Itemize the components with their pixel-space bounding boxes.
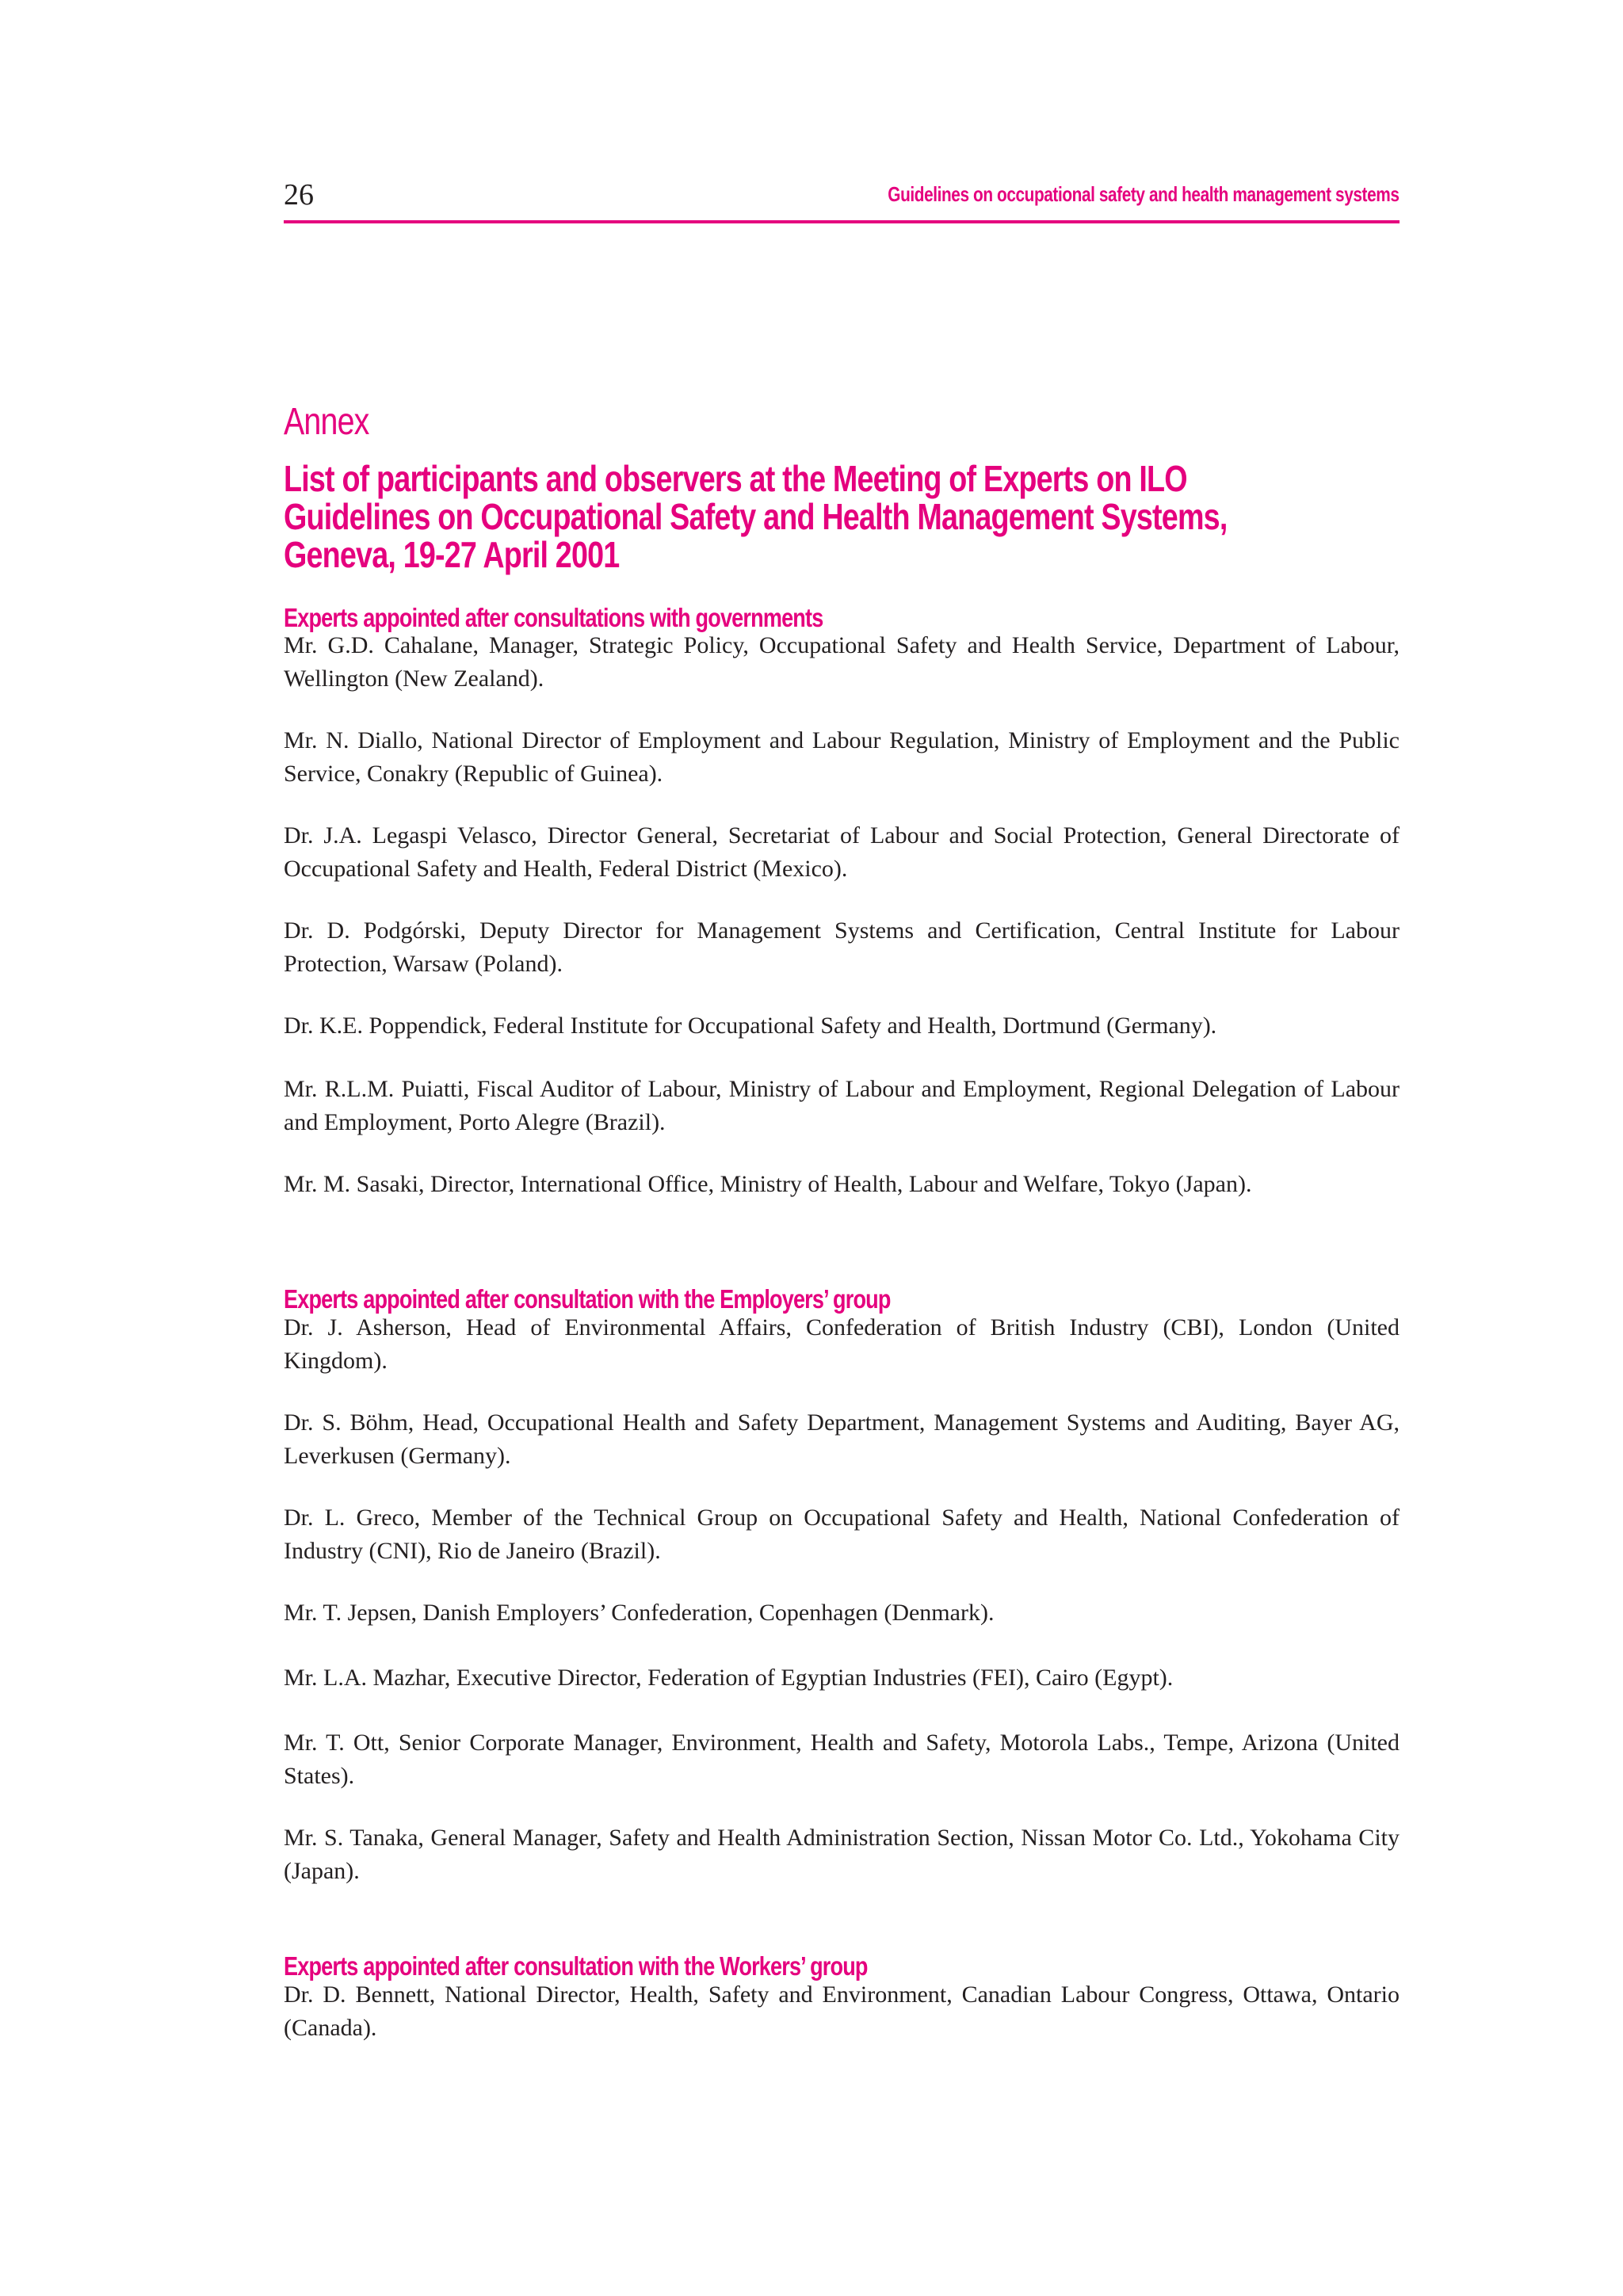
main-title-line: Geneva, 19-27 April 2001 (284, 534, 620, 575)
main-title-line: List of participants and observers at the Meeting of Experts on ILO (284, 458, 1187, 499)
participant-entry: Mr. G.D. Cahalane, Manager, Strategic Policy, Occupational Safety and Health Service, Department of Labour, Wellington (New Zealand). (284, 632, 1400, 692)
page-header (284, 173, 1400, 223)
section-heading-employers: Experts appointed after consultation with the Employers’ group (284, 1284, 891, 1314)
participant-entry: Mr. T. Jepsen, Danish Employers’ Confederation, Copenhagen (Denmark). (284, 1600, 995, 1626)
annex-title: Annex (284, 401, 369, 443)
participant-entry: Mr. R.L.M. Puiatti, Fiscal Auditor of Labour, Ministry of Labour and Employment, Regional Delegation of Labour and Employment, Porto Alegre (Brazil). (284, 1076, 1400, 1135)
participant-entry: Dr. D. Podgórski, Deputy Director for Management Systems and Certification, Central Institute for Labour Protection, Warsaw (Poland). (284, 917, 1400, 977)
participant-entry: Dr. K.E. Poppendick, Federal Institute for Occupational Safety and Health, Dortmund (Germany). (284, 1013, 1217, 1039)
main-title-line: Guidelines on Occupational Safety and Health Management Systems, (284, 496, 1228, 537)
participant-entry: Mr. N. Diallo, National Director of Employment and Labour Regulation, Ministry of Employment and the Public Service, Conakry (Republic of Guinea). (284, 727, 1400, 787)
participant-entry: Mr. S. Tanaka, General Manager, Safety and Health Administration Section, Nissan Motor Co. Ltd., Yokohama City (Japan). (284, 1825, 1400, 1884)
main-title (284, 460, 1227, 574)
participant-entry: Dr. L. Greco, Member of the Technical Group on Occupational Safety and Health, National Confederation of Industry (CNI), Rio de Janeiro (Brazil). (284, 1505, 1400, 1564)
participant-entry: Dr. D. Bennett, National Director, Health, Safety and Environment, Canadian Labour Congress, Ottawa, Ontario (Canada). (284, 1981, 1400, 2041)
participant-entry: Mr. M. Sasaki, Director, International Office, Ministry of Health, Labour and Welfare, Tokyo (Japan). (284, 1171, 1252, 1197)
section-heading-workers: Experts appointed after consultation with the Workers’ group (284, 1951, 868, 1981)
running-title: Guidelines on occupational safety and health management systems (888, 182, 1400, 206)
section-heading-governments: Experts appointed after consultations with governments (284, 603, 823, 632)
page-number: 26 (284, 178, 314, 212)
participant-entry: Mr. T. Ott, Senior Corporate Manager, Environment, Health and Safety, Motorola Labs., Tempe, Arizona (United States). (284, 1730, 1400, 1789)
participant-entry: Dr. J. Asherson, Head of Environmental Affairs, Confederation of British Industry (CBI), London (United Kingdom). (284, 1314, 1400, 1374)
participant-entry: Dr. J.A. Legaspi Velasco, Director General, Secretariat of Labour and Social Protection, General Directorate of Occupational Safety and Health, Federal District (Mexico). (284, 822, 1400, 882)
participant-entry: Mr. L.A. Mazhar, Executive Director, Federation of Egyptian Industries (FEI), Cairo (Egypt). (284, 1665, 1174, 1691)
participant-entry: Dr. S. Böhm, Head, Occupational Health and Safety Department, Management Systems and Auditing, Bayer AG, Leverkusen (Germany). (284, 1409, 1400, 1469)
